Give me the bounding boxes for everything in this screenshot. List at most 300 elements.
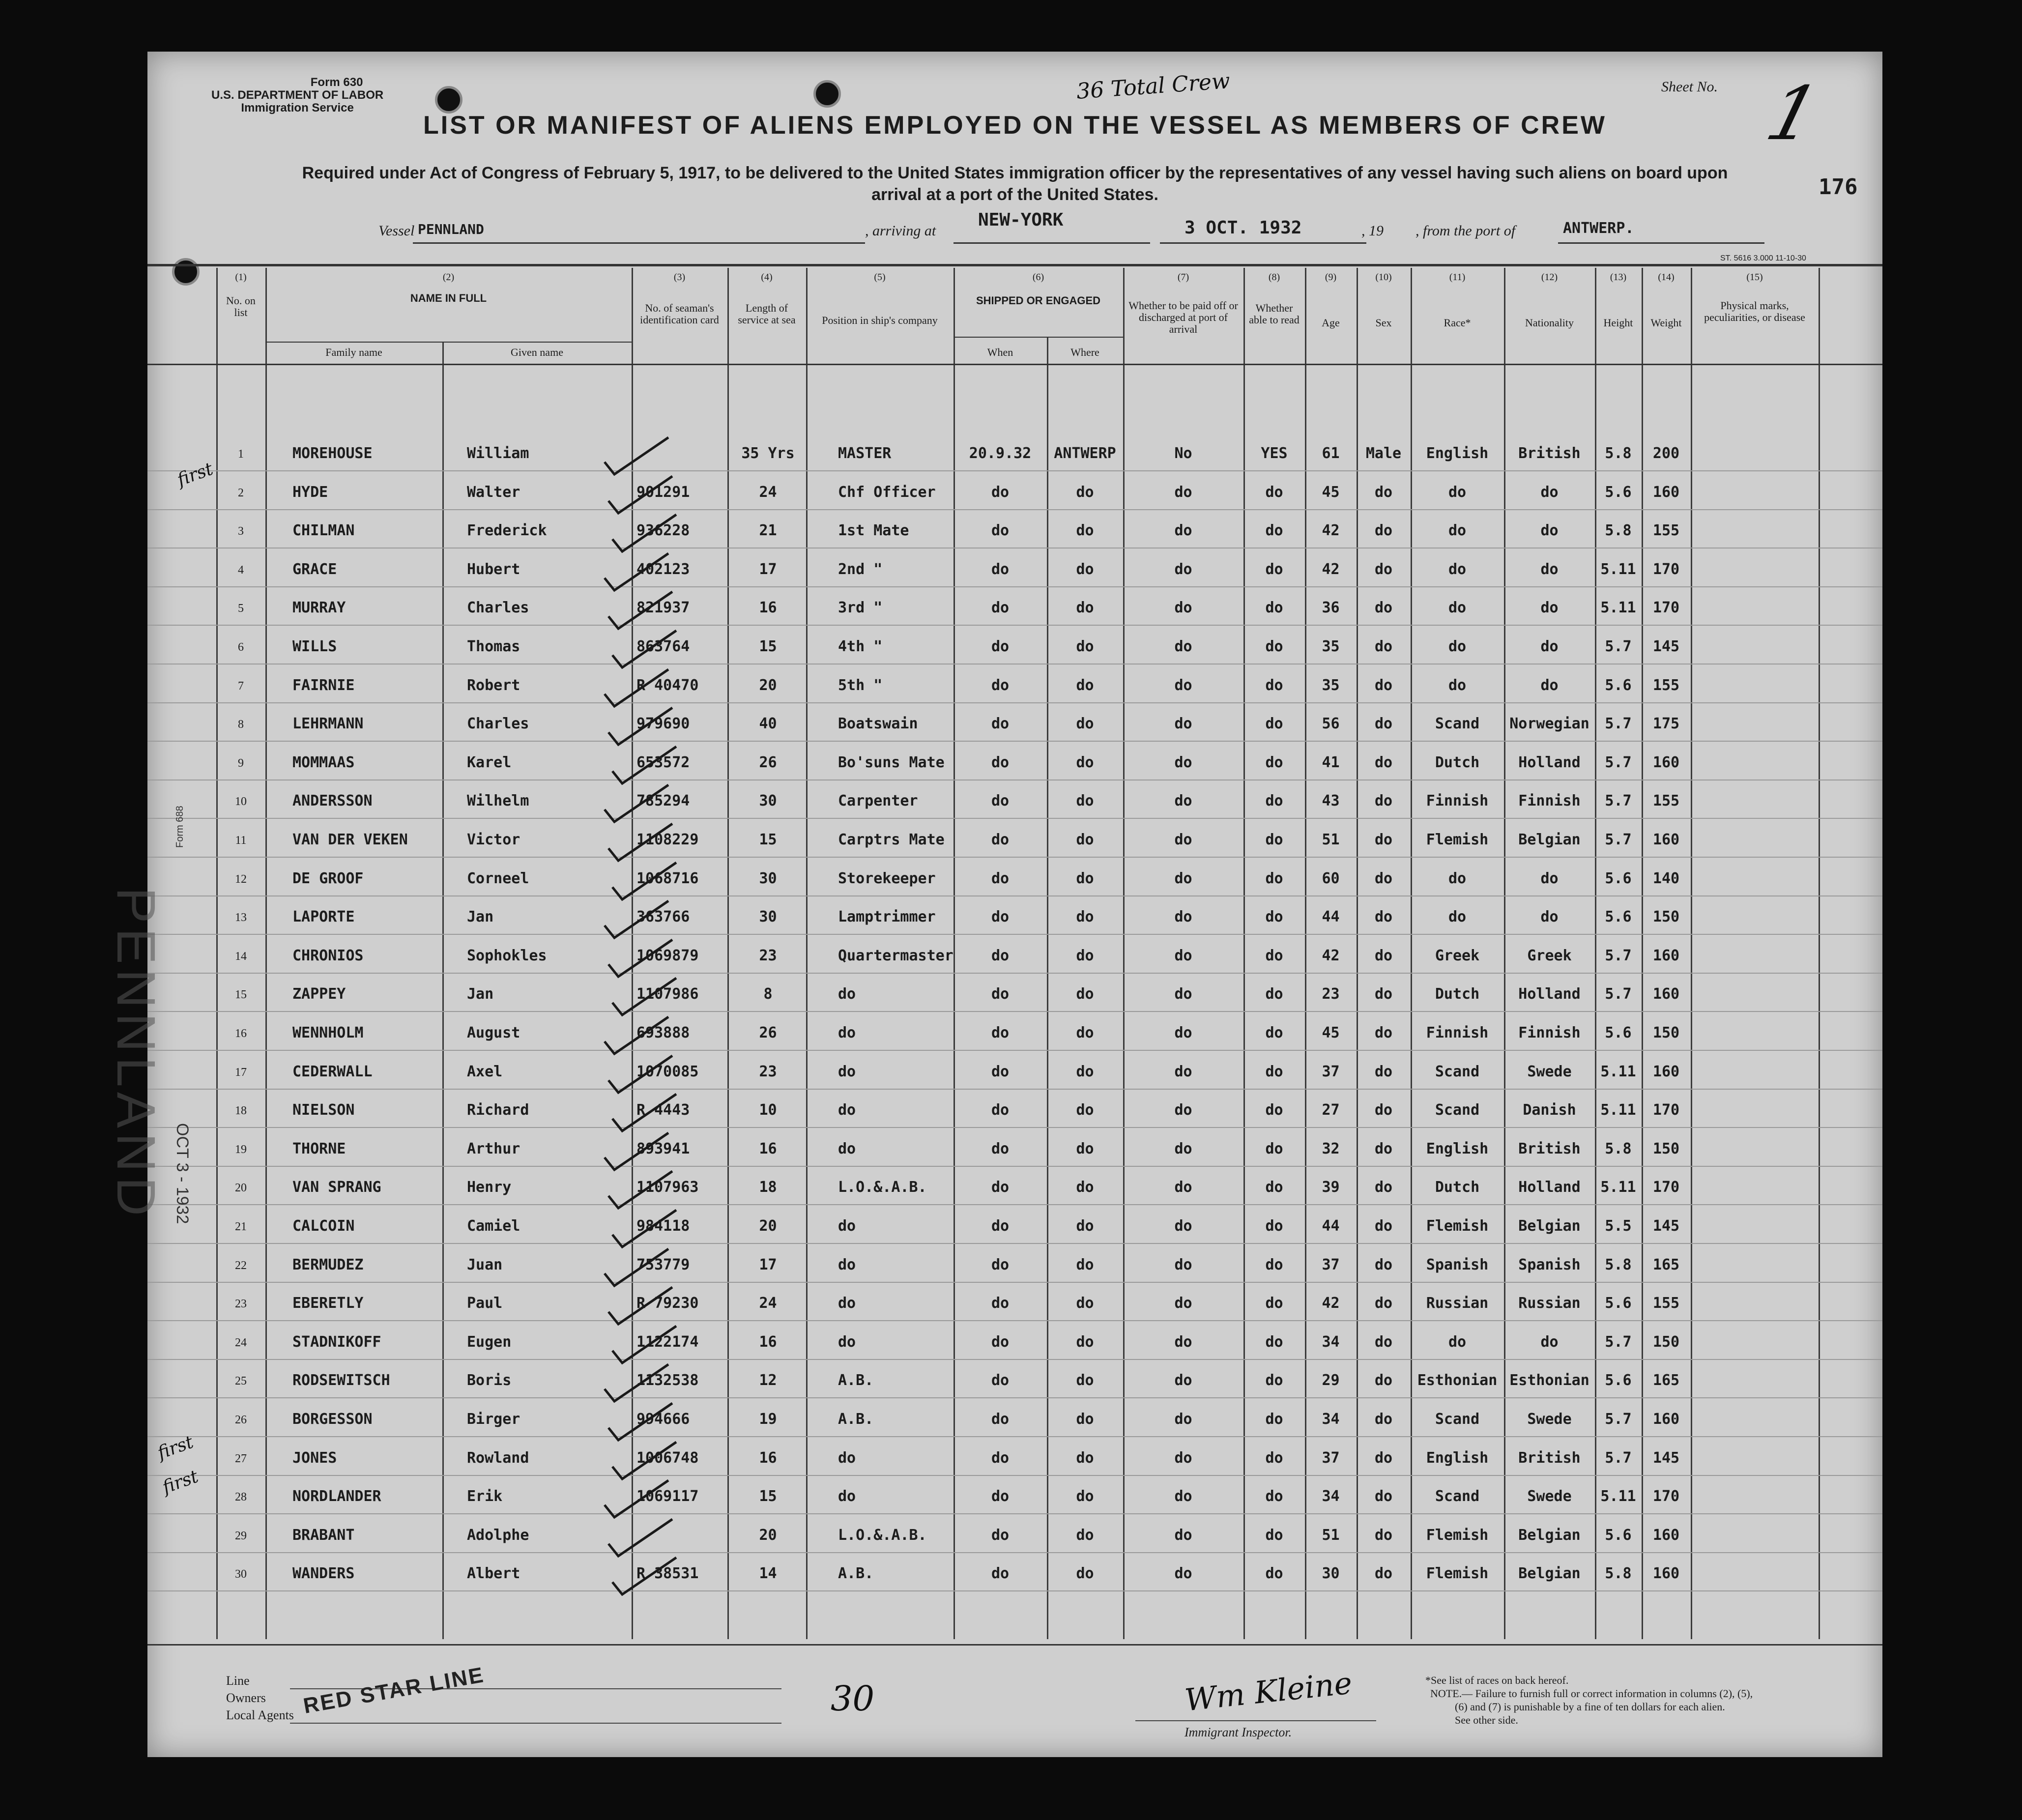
length-service: 18 (759, 1179, 777, 1196)
paid-off: do (1174, 1063, 1192, 1080)
paid-off: do (1174, 1140, 1192, 1157)
length-service: 16 (759, 599, 777, 617)
check-mark-icon (604, 1169, 677, 1213)
shipped-when: do (991, 1333, 1010, 1351)
heading-able-to-read: Whether able to read (1249, 302, 1300, 326)
check-mark-icon (600, 551, 673, 595)
row-rule (147, 509, 1882, 510)
race: Scand (1435, 715, 1480, 733)
family-name: CHRONIOS (292, 947, 364, 964)
given-name: Rowland (467, 1449, 529, 1467)
heading-race: Race* (1444, 317, 1471, 329)
paid-off: do (1174, 483, 1192, 501)
able-to-read: do (1265, 1024, 1283, 1041)
nationality: do (1540, 908, 1559, 926)
nationality: Swede (1527, 1411, 1572, 1428)
nationality: do (1540, 483, 1559, 501)
id-card: 693888 (636, 1024, 690, 1041)
row-rule (147, 973, 1882, 974)
weight: 145 (1652, 1449, 1680, 1467)
age: 23 (1322, 985, 1340, 1003)
weight: 200 (1652, 445, 1680, 462)
race: Flemish (1426, 1565, 1489, 1583)
height: 5.11 (1600, 599, 1636, 617)
sex: do (1374, 1217, 1393, 1235)
row-number: 20 (235, 1182, 247, 1195)
row-number: 5 (238, 602, 244, 615)
position: do (838, 1449, 856, 1467)
sex: do (1374, 1449, 1393, 1467)
given-name: Eugen (467, 1333, 512, 1351)
owners-label: Owners (226, 1691, 266, 1705)
row-rule (147, 857, 1882, 858)
row-rule (147, 818, 1882, 819)
height: 5.6 (1605, 1024, 1632, 1041)
sex: do (1374, 1179, 1393, 1196)
row-rule (147, 1243, 1882, 1244)
age: 51 (1322, 1526, 1340, 1544)
col-divider (442, 342, 444, 1639)
height: 5.8 (1605, 1140, 1632, 1157)
paid-off: do (1174, 715, 1192, 733)
given-name: Albert (467, 1565, 520, 1583)
given-name: Richard (467, 1101, 529, 1119)
colnum: (9) (1325, 272, 1337, 283)
shipped-where: do (1076, 1526, 1094, 1544)
nationality: do (1540, 676, 1559, 694)
given-name: William (467, 445, 529, 462)
sex: do (1374, 638, 1393, 655)
sex: do (1374, 985, 1393, 1003)
sex: do (1374, 831, 1393, 848)
shipped-where: do (1076, 522, 1094, 540)
shipped-when: do (991, 1256, 1010, 1273)
position: do (838, 1063, 856, 1080)
paid-off: do (1174, 1256, 1192, 1273)
shipped-when: do (991, 483, 1010, 501)
margin-annotation: first (160, 1466, 201, 1498)
row-rule (147, 1050, 1882, 1051)
shipped-where: do (1076, 1449, 1094, 1467)
st-code: ST. 5616 3.000 11-10-30 (1720, 254, 1806, 262)
position: L.O.&.A.B. (838, 1179, 927, 1196)
race: Scand (1435, 1411, 1480, 1428)
id-card: 994666 (636, 1411, 690, 1428)
length-service: 20 (759, 1217, 777, 1235)
weight: 160 (1652, 483, 1680, 501)
shipped-when: do (991, 869, 1010, 887)
sex: do (1374, 1526, 1393, 1544)
local-agents-label: Local Agents (226, 1708, 294, 1722)
able-to-read: YES (1261, 445, 1288, 462)
position: Boatswain (838, 715, 918, 733)
age: 43 (1322, 792, 1340, 810)
able-to-read: do (1265, 869, 1283, 887)
shipped-when: do (991, 753, 1010, 771)
row-rule (147, 741, 1882, 742)
height: 5.11 (1600, 1063, 1636, 1080)
family-name: CALCOIN (292, 1217, 355, 1235)
race: Flemish (1426, 1526, 1489, 1544)
length-service: 10 (759, 1101, 777, 1119)
shipped-where: do (1076, 715, 1094, 733)
family-name: EBERETLY (292, 1295, 364, 1312)
shipped-when: do (991, 599, 1010, 617)
given-name: Corneel (467, 869, 529, 887)
crew-table (147, 268, 1882, 1639)
length-service: 15 (759, 638, 777, 655)
service: Immigration Service (241, 101, 354, 115)
family-name: BORGESSON (292, 1411, 373, 1428)
check-mark-icon (604, 1285, 677, 1329)
margin-form-number: Form 688 (174, 806, 185, 848)
shipped-when: do (991, 1411, 1010, 1428)
weight: 155 (1652, 792, 1680, 810)
weight: 150 (1652, 1140, 1680, 1157)
height: 5.5 (1605, 1217, 1632, 1235)
age: 61 (1322, 445, 1340, 462)
given-name: Robert (467, 676, 520, 694)
id-card: 753779 (636, 1256, 690, 1273)
weight: 155 (1652, 676, 1680, 694)
position: do (838, 1488, 856, 1505)
sex: do (1374, 1063, 1393, 1080)
row-rule (147, 1282, 1882, 1283)
shipped-where: do (1076, 1179, 1094, 1196)
family-name: DE GROOF (292, 869, 364, 887)
subtitle-line-2: arrival at a port of the United States. (871, 185, 1158, 204)
shipped-when: do (991, 908, 1010, 926)
weight: 170 (1652, 560, 1680, 578)
row-number: 7 (238, 679, 244, 693)
col-divider (727, 268, 729, 1639)
row-rule (147, 1513, 1882, 1514)
paid-off: do (1174, 1333, 1192, 1351)
length-service: 21 (759, 522, 777, 540)
family-name: WILLS (292, 638, 337, 655)
given-name: Karel (467, 753, 512, 771)
position: Bo'suns Mate (838, 753, 945, 771)
arrival-date: 3 OCT. 1932 (1184, 218, 1302, 238)
height: 5.6 (1605, 676, 1632, 694)
given-name: Boris (467, 1372, 512, 1389)
vessel-underline (413, 242, 865, 244)
weight: 140 (1652, 869, 1680, 887)
colnum: (15) (1746, 272, 1763, 283)
paid-off: do (1174, 792, 1192, 810)
id-card: 1069879 (636, 947, 699, 964)
family-name: ANDERSSON (292, 792, 373, 810)
row-rule (147, 702, 1882, 703)
given-name: Charles (467, 599, 529, 617)
shipped-where: do (1076, 947, 1094, 964)
shipped-where: do (1076, 792, 1094, 810)
check-mark-icon (607, 1092, 681, 1136)
heading-nationality: Nationality (1525, 317, 1574, 329)
department: U.S. DEPARTMENT OF LABOR (211, 88, 384, 102)
height: 5.8 (1605, 1565, 1632, 1583)
row-number: 28 (235, 1491, 247, 1504)
sex: do (1374, 1488, 1393, 1505)
age: 45 (1322, 483, 1340, 501)
check-mark-icon (604, 821, 677, 866)
nationality: Holland (1518, 985, 1581, 1003)
able-to-read: do (1265, 1140, 1283, 1157)
nationality: Holland (1518, 1179, 1581, 1196)
family-name: NIELSON (292, 1101, 355, 1119)
id-card: 1108229 (636, 831, 699, 848)
row-number: 21 (235, 1220, 247, 1233)
nationality: Belgian (1518, 1526, 1581, 1544)
sex: do (1374, 1140, 1393, 1157)
position: do (838, 1333, 856, 1351)
age: 30 (1322, 1565, 1340, 1583)
id-card: R 4443 (636, 1101, 690, 1119)
age: 41 (1322, 753, 1340, 771)
heading-length-service: Length of service at sea (738, 302, 796, 326)
shipped-when: 20.9.32 (969, 445, 1032, 462)
row-rule (147, 1397, 1882, 1398)
paid-off: do (1174, 908, 1192, 926)
age: 27 (1322, 1101, 1340, 1119)
check-mark-icon (607, 1208, 681, 1252)
length-service: 15 (759, 831, 777, 848)
length-service: 35 Yrs (741, 445, 795, 462)
race: Russian (1426, 1295, 1489, 1312)
position: do (838, 1256, 856, 1273)
able-to-read: do (1265, 676, 1283, 694)
sex: do (1374, 1372, 1393, 1389)
race: do (1448, 599, 1467, 617)
colnum: (5) (874, 272, 886, 283)
race: do (1448, 869, 1467, 887)
height: 5.6 (1605, 483, 1632, 501)
id-card: 1107963 (636, 1179, 699, 1196)
family-name: HYDE (292, 483, 328, 501)
inspector-line (1135, 1720, 1376, 1721)
check-mark-icon (600, 898, 673, 943)
age: 37 (1322, 1063, 1340, 1080)
sex: do (1374, 792, 1393, 810)
height: 5.7 (1605, 1411, 1632, 1428)
weight: 165 (1652, 1372, 1680, 1389)
heading-position: Position in ship's company (822, 314, 938, 326)
handwritten-total-crew: 36 Total Crew (1075, 68, 1231, 104)
length-service: 17 (759, 1256, 777, 1273)
check-mark-icon (607, 512, 681, 556)
arrival-underline (953, 242, 1150, 244)
position: Quartermaster (838, 947, 953, 964)
check-mark-icon (607, 860, 681, 904)
shipped-where: do (1076, 1217, 1094, 1235)
punch-hole (435, 86, 462, 114)
row-rule (147, 548, 1882, 549)
height: 5.8 (1605, 445, 1632, 462)
nationality: Danish (1523, 1101, 1576, 1119)
row-rule (147, 1127, 1882, 1128)
given-name: Thomas (467, 638, 520, 655)
family-name: VAN DER VEKEN (292, 831, 408, 848)
shipped-where: do (1076, 638, 1094, 655)
age: 37 (1322, 1449, 1340, 1467)
position: Chf Officer (838, 483, 936, 501)
given-name: Axel (467, 1063, 503, 1080)
race: Greek (1435, 947, 1480, 964)
race: Finnish (1426, 1024, 1489, 1041)
height: 5.6 (1605, 1526, 1632, 1544)
age: 45 (1322, 1024, 1340, 1041)
shipped-when: do (991, 1372, 1010, 1389)
shipped-when: do (991, 560, 1010, 578)
position: do (838, 1024, 856, 1041)
given-name: Arthur (467, 1140, 520, 1157)
height: 5.7 (1605, 792, 1632, 810)
length-service: 19 (759, 1411, 777, 1428)
sex: do (1374, 1101, 1393, 1119)
given-name: Adolphe (467, 1526, 529, 1544)
weight: 160 (1652, 1063, 1680, 1080)
heading-height: Height (1603, 317, 1633, 329)
heading-name-in-full: NAME IN FULL (410, 292, 487, 304)
shipped-when: do (991, 715, 1010, 733)
height: 5.7 (1605, 985, 1632, 1003)
row-number: 24 (235, 1336, 247, 1349)
able-to-read: do (1265, 638, 1283, 655)
paid-off: do (1174, 1488, 1192, 1505)
race: do (1448, 560, 1467, 578)
position: Carpenter (838, 792, 918, 810)
family-name: RODSEWITSCH (292, 1372, 390, 1389)
shipped-where: do (1076, 1372, 1094, 1389)
age: 36 (1322, 599, 1340, 617)
row-number: 2 (238, 486, 244, 499)
given-name: Hubert (467, 560, 520, 578)
check-mark-icon (600, 435, 673, 479)
id-card: 893941 (636, 1140, 690, 1157)
race: Scand (1435, 1063, 1480, 1080)
race: do (1448, 908, 1467, 926)
length-service: 30 (759, 908, 777, 926)
sheet-label: Sheet No. (1661, 79, 1718, 95)
manifest-title: LIST OR MANIFEST OF ALIENS EMPLOYED ON THE VESSEL AS MEMBERS OF CREW (423, 111, 1607, 140)
able-to-read: do (1265, 1295, 1283, 1312)
position: L.O.&.A.B. (838, 1526, 927, 1544)
able-to-read: do (1265, 753, 1283, 771)
row-number: 18 (235, 1104, 247, 1118)
shipped-where: do (1076, 1256, 1094, 1273)
paid-off: do (1174, 1449, 1192, 1467)
sex: do (1374, 560, 1393, 578)
length-service: 23 (759, 1063, 777, 1080)
check-mark-icon (604, 937, 677, 982)
race: Scand (1435, 1488, 1480, 1505)
margin-annotation: first (155, 1432, 196, 1464)
shipped-where: do (1076, 1295, 1094, 1312)
shipped-when: do (991, 1565, 1010, 1583)
weight: 165 (1652, 1256, 1680, 1273)
position: 5th " (838, 676, 883, 694)
check-mark-icon (600, 1362, 673, 1406)
position: 3rd " (838, 599, 883, 617)
paid-off: do (1174, 599, 1192, 617)
family-name: BERMUDEZ (292, 1256, 364, 1273)
vessel-name: PENNLAND (418, 221, 484, 237)
shipped-where: do (1076, 1411, 1094, 1428)
position: do (838, 985, 856, 1003)
able-to-read: do (1265, 1565, 1283, 1583)
shipped-where: do (1076, 1333, 1094, 1351)
height: 5.7 (1605, 831, 1632, 848)
row-number: 4 (238, 563, 244, 577)
family-name: LAPORTE (292, 908, 355, 926)
race: English (1426, 445, 1489, 462)
punch-hole (813, 80, 841, 108)
colnum: (7) (1177, 272, 1189, 283)
row-number: 13 (235, 911, 247, 924)
nationality: British (1518, 445, 1581, 462)
able-to-read: do (1265, 908, 1283, 926)
family-name: MURRAY (292, 599, 346, 617)
departure-underline (1558, 242, 1764, 244)
position: do (838, 1217, 856, 1235)
family-name: WANDERS (292, 1565, 355, 1583)
row-number: 17 (235, 1066, 247, 1079)
family-name: CEDERWALL (292, 1063, 373, 1080)
shipped-when: do (991, 1295, 1010, 1312)
id-card: 402123 (636, 560, 690, 578)
shipped-when: do (991, 1488, 1010, 1505)
weight: 160 (1652, 1411, 1680, 1428)
position: do (838, 1140, 856, 1157)
given-name: Juan (467, 1256, 503, 1273)
row-rule (147, 1011, 1882, 1012)
check-mark-icon (600, 667, 673, 711)
vessel-label: Vessel (378, 223, 415, 239)
date-underline (1160, 242, 1366, 244)
shipped-when: do (991, 1526, 1010, 1544)
family-name: MOREHOUSE (292, 445, 373, 462)
position: do (838, 1295, 856, 1312)
weight: 145 (1652, 638, 1680, 655)
name-subrule (265, 342, 632, 343)
check-mark-icon (600, 1014, 673, 1059)
family-name: FAIRNIE (292, 676, 355, 694)
race: Spanish (1426, 1256, 1489, 1273)
length-service: 20 (759, 1526, 777, 1544)
colnum: (12) (1541, 272, 1558, 283)
shipped-where: do (1076, 831, 1094, 848)
nationality: do (1540, 522, 1559, 540)
family-name: NORDLANDER (292, 1488, 381, 1505)
height: 5.11 (1600, 1101, 1636, 1119)
nationality: do (1540, 1333, 1559, 1351)
check-mark-icon (600, 1478, 673, 1522)
shipped-when: do (991, 638, 1010, 655)
row-number: 22 (235, 1259, 247, 1272)
nationality: Norwegian (1509, 715, 1589, 733)
penalty-note-2: (6) and (7) is punishable by a fine of ten dollars for each alien. (1455, 1701, 1725, 1713)
manifest-sheet (106, 52, 1882, 1757)
length-service: 40 (759, 715, 777, 733)
length-service: 24 (759, 483, 777, 501)
able-to-read: do (1265, 1372, 1283, 1389)
shipped-where: ANTWERP (1054, 445, 1116, 462)
nationality: Esthonian (1509, 1372, 1589, 1389)
row-number: 27 (235, 1452, 247, 1465)
length-service: 30 (759, 869, 777, 887)
row-rule (147, 586, 1882, 587)
check-mark-icon (604, 1401, 677, 1445)
